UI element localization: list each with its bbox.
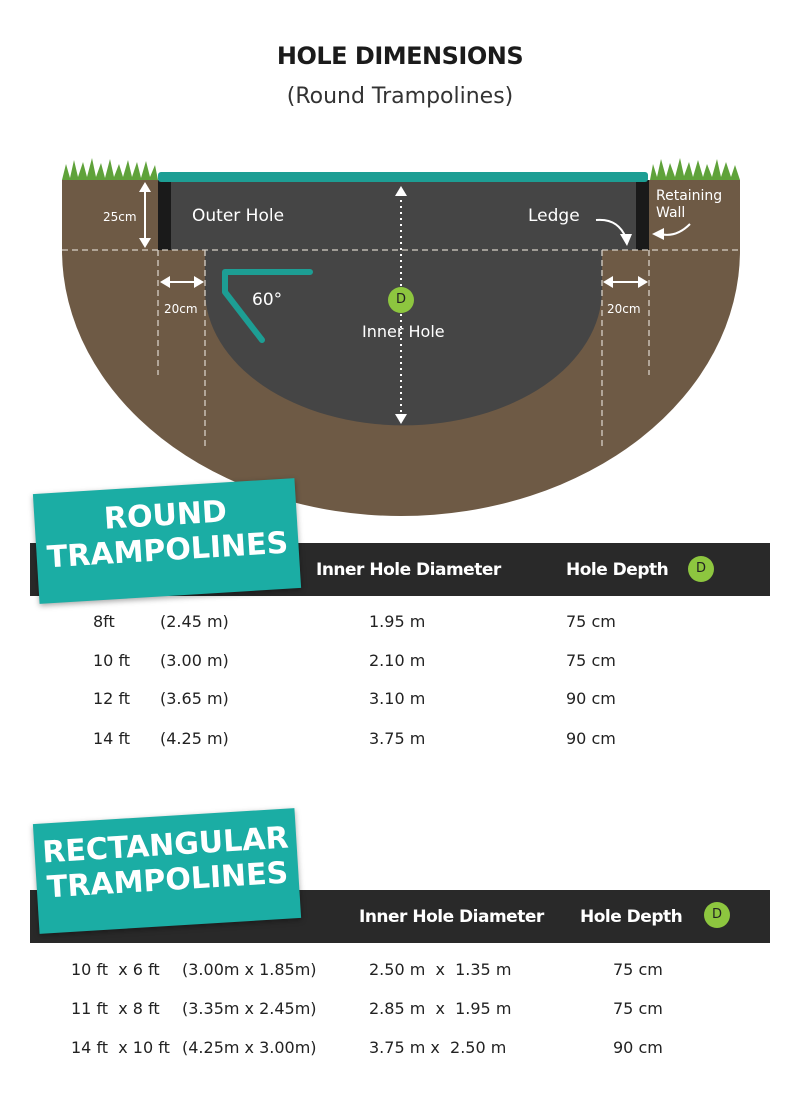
retaining-wall-label: Retaining Wall [656, 188, 723, 221]
size-m-cell: (3.65 m) [160, 689, 229, 708]
size-m-cell: (3.00 m) [160, 651, 229, 670]
size-ft-cell: 8ft [93, 612, 115, 631]
inner-diameter-cell: 3.10 m [369, 689, 426, 708]
rectangular-trampolines-tab: RECTANGULAR TRAMPOLINES [33, 808, 301, 934]
outer-hole-label: Outer Hole [192, 206, 285, 226]
ledge-label: Ledge [528, 206, 580, 226]
page-title: HOLE DIMENSIONS [276, 42, 524, 70]
depth-cell: 90 cm [566, 689, 616, 708]
inner-diameter-cell: 1.95 m [369, 612, 426, 631]
page-subtitle: (Round Trampolines) [286, 84, 514, 109]
retaining-wall-right [636, 180, 649, 250]
depth-marker-badge: D [388, 287, 414, 313]
round-col-depth-header: Hole Depth [566, 560, 669, 580]
outer-depth-label: 25cm [103, 210, 137, 224]
ledge-width-left-label: 20cm [164, 302, 198, 316]
round-trampolines-tab: ROUND TRAMPOLINES [33, 478, 301, 604]
size-m-cell: (2.45 m) [160, 612, 229, 631]
grass-left [62, 158, 158, 180]
angle-label: 60° [252, 290, 283, 310]
size-m-cell: (4.25m x 3.00m) [182, 1038, 317, 1057]
inner-hole-label: Inner Hole [362, 322, 445, 341]
depth-cell: 75 cm [566, 612, 616, 631]
size-ft-cell: 14 ft x 10 ft [71, 1038, 170, 1057]
round-col-inner-header: Inner Hole Diameter [316, 560, 501, 580]
size-m-cell: (3.00m x 1.85m) [182, 960, 317, 979]
inner-diameter-cell: 2.50 m x 1.35 m [369, 960, 512, 979]
round-depth-badge: D [688, 556, 714, 582]
depth-cell: 90 cm [613, 1038, 663, 1057]
size-ft-cell: 10 ft x 6 ft [71, 960, 160, 979]
inner-diameter-cell: 2.10 m [369, 651, 426, 670]
grass-right [650, 158, 740, 180]
depth-cell: 75 cm [613, 999, 663, 1018]
size-m-cell: (3.35m x 2.45m) [182, 999, 317, 1018]
inner-diameter-cell: 3.75 m [369, 729, 426, 748]
depth-cell: 75 cm [613, 960, 663, 979]
size-ft-cell: 10 ft [93, 651, 131, 670]
depth-cell: 90 cm [566, 729, 616, 748]
ledge-width-right-label: 20cm [607, 302, 641, 316]
rect-col-depth-header: Hole Depth [580, 907, 683, 927]
rect-col-inner-header: Inner Hole Diameter [359, 907, 544, 927]
inner-diameter-cell: 3.75 m x 2.50 m [369, 1038, 507, 1057]
size-m-cell: (4.25 m) [160, 729, 229, 748]
rect-depth-badge: D [704, 902, 730, 928]
inner-diameter-cell: 2.85 m x 1.95 m [369, 999, 512, 1018]
retaining-wall-left [158, 180, 171, 250]
size-ft-cell: 12 ft [93, 689, 131, 708]
depth-cell: 75 cm [566, 651, 616, 670]
size-ft-cell: 14 ft [93, 729, 131, 748]
size-ft-cell: 11 ft x 8 ft [71, 999, 160, 1018]
trampoline-cover [158, 172, 648, 182]
